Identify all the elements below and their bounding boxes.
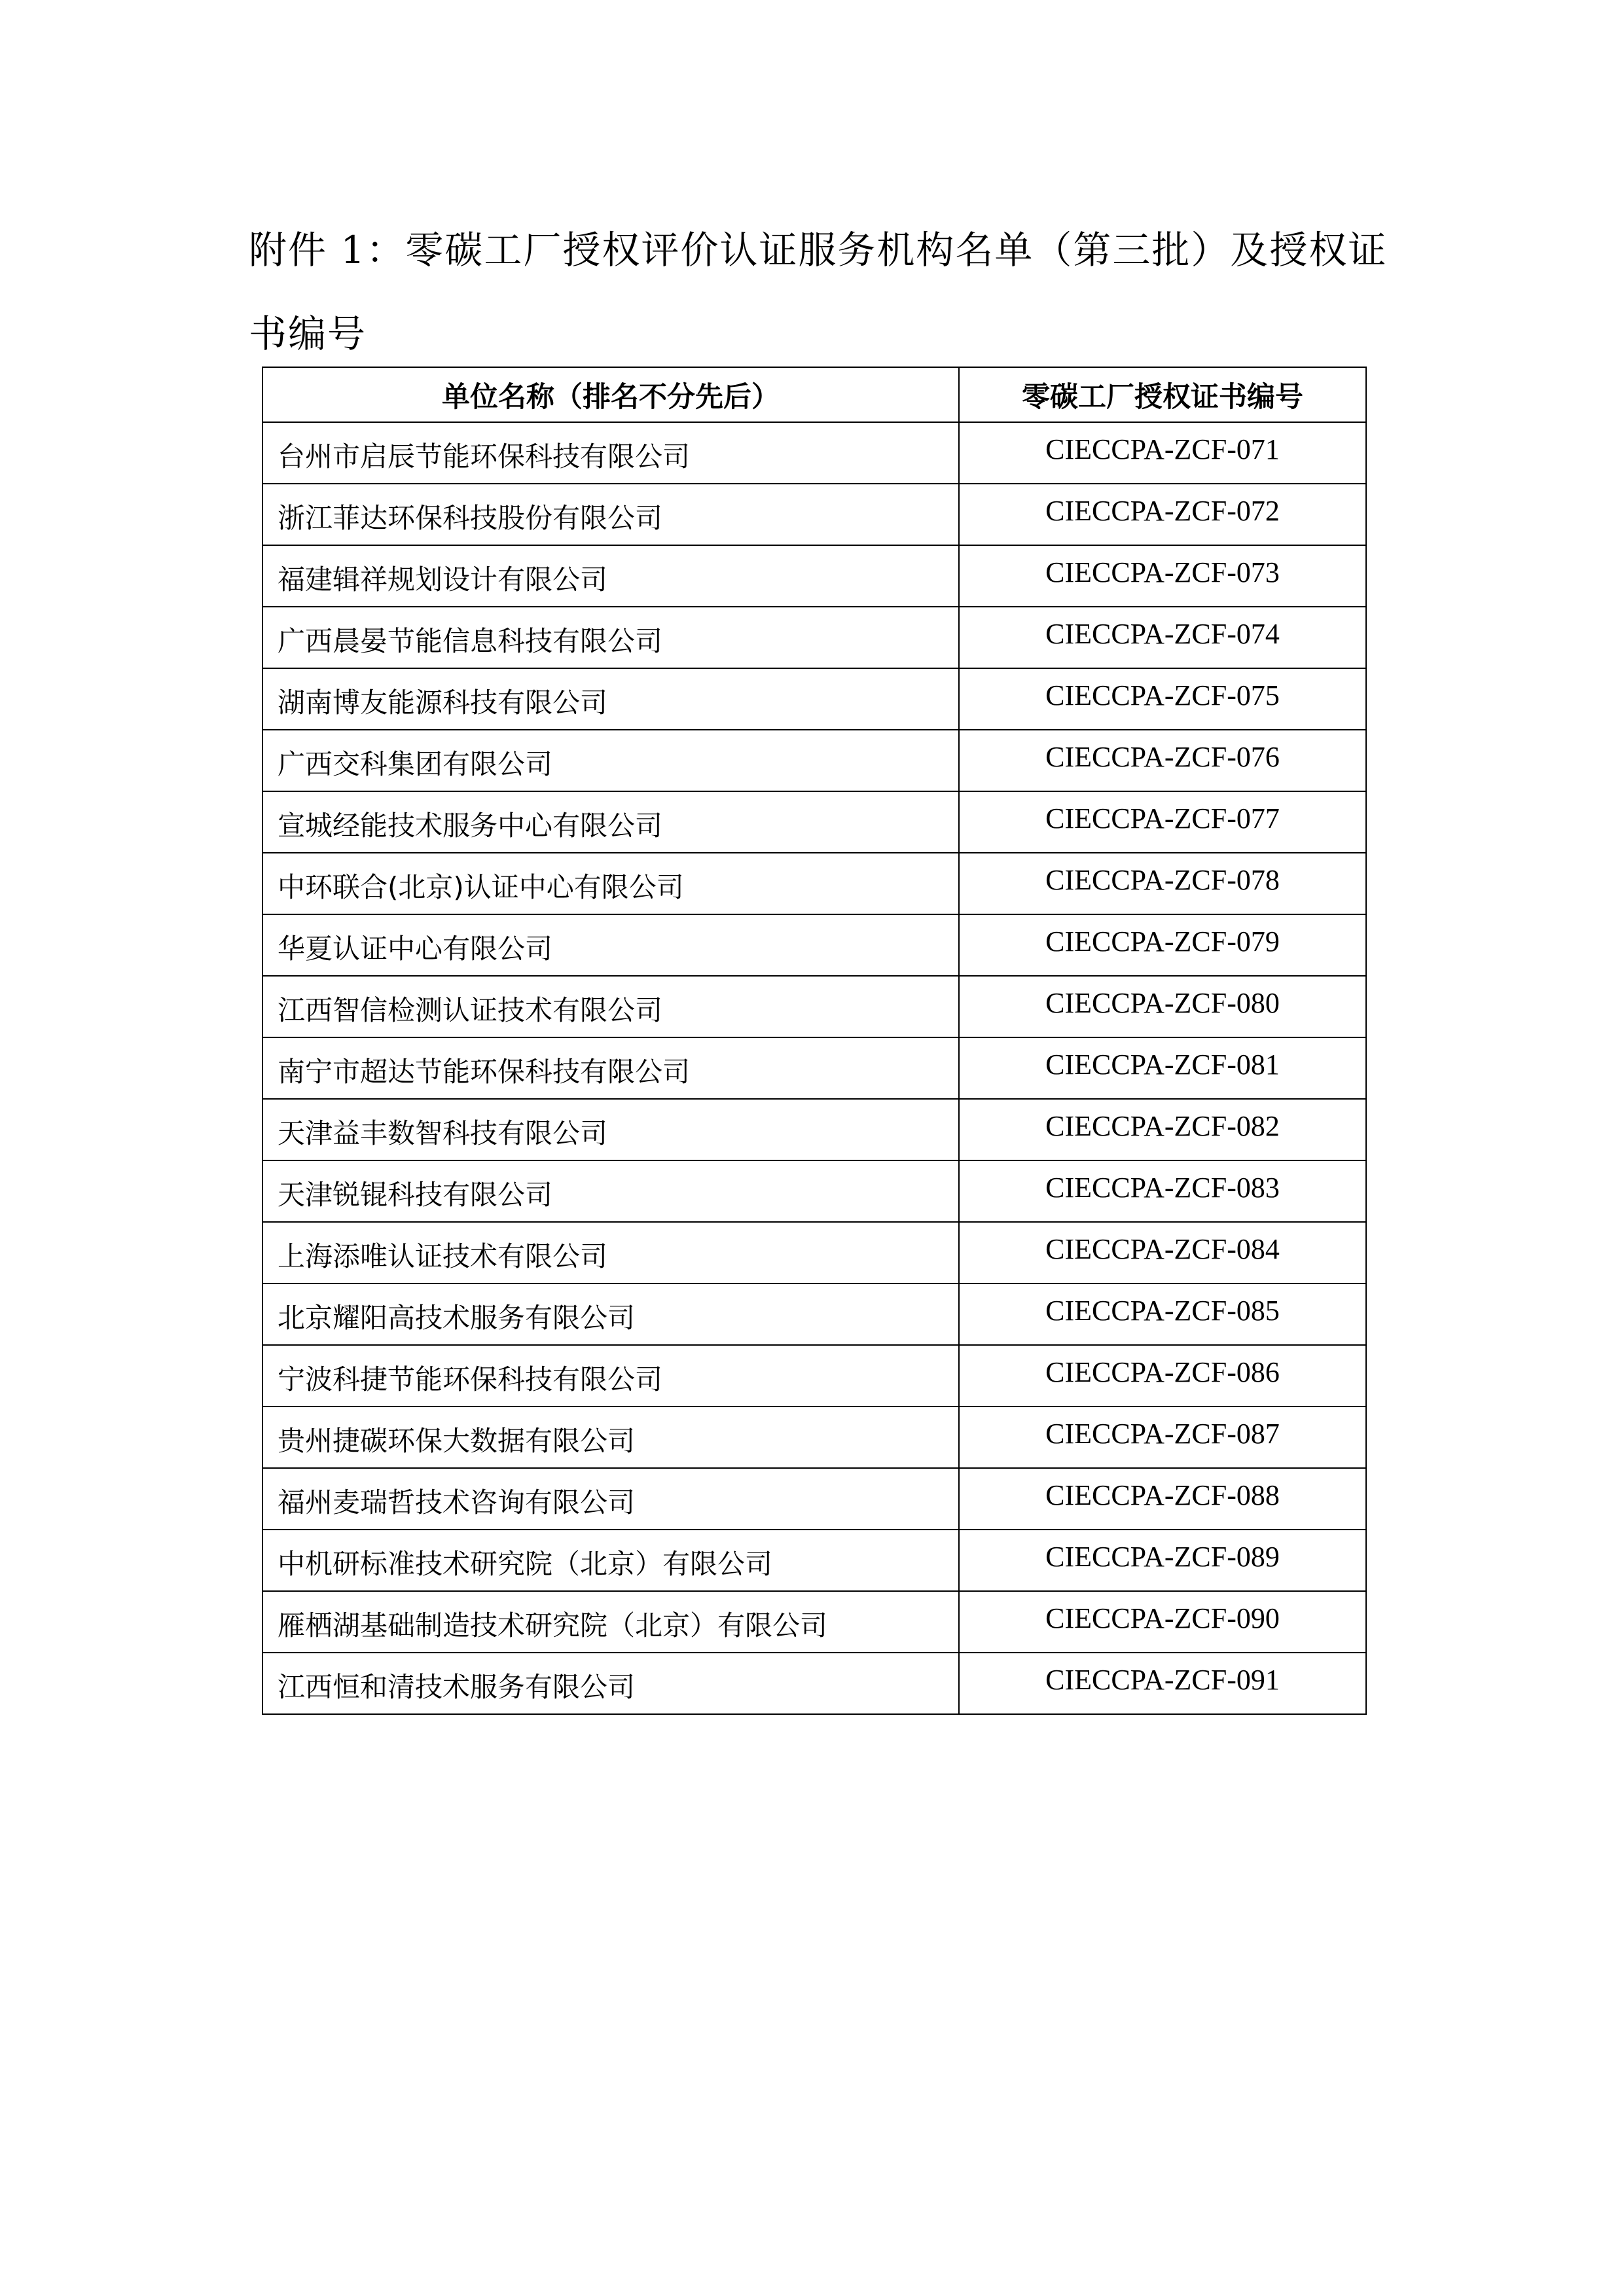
certificate-number-cell: CIECCPA-ZCF-085 [959,1283,1366,1345]
certificate-table [262,367,1367,1715]
organization-name-cell: 天津益丰数智科技有限公司 [262,1099,959,1160]
organization-name-cell: 福建辑祥规划设计有限公司 [262,545,959,607]
header-organization-name: 单位名称（排名不分先后） [262,367,959,422]
organization-name-cell: 中环联合(北京)认证中心有限公司 [262,853,959,914]
certificate-number-cell: CIECCPA-ZCF-083 [959,1160,1366,1222]
table-row [262,1222,1366,1283]
organization-name-cell: 江西智信检测认证技术有限公司 [262,976,959,1037]
table-row [262,484,1366,545]
table-row [262,1653,1366,1714]
certificate-number-cell: CIECCPA-ZCF-089 [959,1530,1366,1591]
certificate-number-cell: CIECCPA-ZCF-071 [959,422,1366,484]
certificate-number-cell: CIECCPA-ZCF-087 [959,1407,1366,1468]
certificate-number-cell: CIECCPA-ZCF-075 [959,668,1366,730]
organization-name-cell: 北京耀阳高技术服务有限公司 [262,1283,959,1345]
header-certificate-number: 零碳工厂授权证书编号 [959,367,1366,422]
organization-name-cell: 天津锐锟科技有限公司 [262,1160,959,1222]
certificate-number-cell: CIECCPA-ZCF-078 [959,853,1366,914]
table-row [262,914,1366,976]
table-row [262,1407,1366,1468]
organization-name-cell: 南宁市超达节能环保科技有限公司 [262,1037,959,1099]
organization-name-cell: 江西恒和清技术服务有限公司 [262,1653,959,1714]
certificate-number-cell: CIECCPA-ZCF-090 [959,1591,1366,1653]
table-row [262,976,1366,1037]
organization-name-cell: 宣城经能技术服务中心有限公司 [262,791,959,853]
organization-name-cell: 湖南博友能源科技有限公司 [262,668,959,730]
table-row [262,1283,1366,1345]
table-row [262,791,1366,853]
organization-name-cell: 浙江菲达环保科技股份有限公司 [262,484,959,545]
table-header-row [262,367,1366,422]
certificate-number-cell: CIECCPA-ZCF-076 [959,730,1366,791]
table-row [262,1345,1366,1407]
certificate-number-cell: CIECCPA-ZCF-091 [959,1653,1366,1714]
certificate-number-cell: CIECCPA-ZCF-086 [959,1345,1366,1407]
certificate-number-cell: CIECCPA-ZCF-077 [959,791,1366,853]
table-row [262,1037,1366,1099]
organization-name-cell: 广西晨晏节能信息科技有限公司 [262,607,959,668]
table-body [262,422,1366,1714]
organization-name-cell: 台州市启辰节能环保科技有限公司 [262,422,959,484]
certificate-number-cell: CIECCPA-ZCF-081 [959,1037,1366,1099]
certificate-number-cell: CIECCPA-ZCF-084 [959,1222,1366,1283]
certificate-number-cell: CIECCPA-ZCF-079 [959,914,1366,976]
certificate-number-cell: CIECCPA-ZCF-073 [959,545,1366,607]
page-title: 附件 1：零碳工厂授权评价认证服务机构名单（第三批）及授权证书编号 [249,228,1388,356]
table-row [262,545,1366,607]
table-row [262,1530,1366,1591]
organization-name-cell: 中机研标准技术研究院（北京）有限公司 [262,1530,959,1591]
table-row [262,1160,1366,1222]
table-row [262,668,1366,730]
certificate-number-cell: CIECCPA-ZCF-074 [959,607,1366,668]
certificate-number-cell: CIECCPA-ZCF-080 [959,976,1366,1037]
organization-name-cell: 雁栖湖基础制造技术研究院（北京）有限公司 [262,1591,959,1653]
table-row [262,730,1366,791]
table-header [262,367,1366,422]
table-row [262,1468,1366,1530]
table-row [262,1099,1366,1160]
organization-name-cell: 华夏认证中心有限公司 [262,914,959,976]
table-row [262,607,1366,668]
organization-name-cell: 广西交科集团有限公司 [262,730,959,791]
organization-name-cell: 贵州捷碳环保大数据有限公司 [262,1407,959,1468]
table-row [262,853,1366,914]
table-row [262,1591,1366,1653]
organization-name-cell: 宁波科捷节能环保科技有限公司 [262,1345,959,1407]
table-row [262,422,1366,484]
organization-name-cell: 上海添唯认证技术有限公司 [262,1222,959,1283]
certificate-number-cell: CIECCPA-ZCF-082 [959,1099,1366,1160]
certificate-number-cell: CIECCPA-ZCF-072 [959,484,1366,545]
certificate-number-cell: CIECCPA-ZCF-088 [959,1468,1366,1530]
organization-name-cell: 福州麦瑞哲技术咨询有限公司 [262,1468,959,1530]
